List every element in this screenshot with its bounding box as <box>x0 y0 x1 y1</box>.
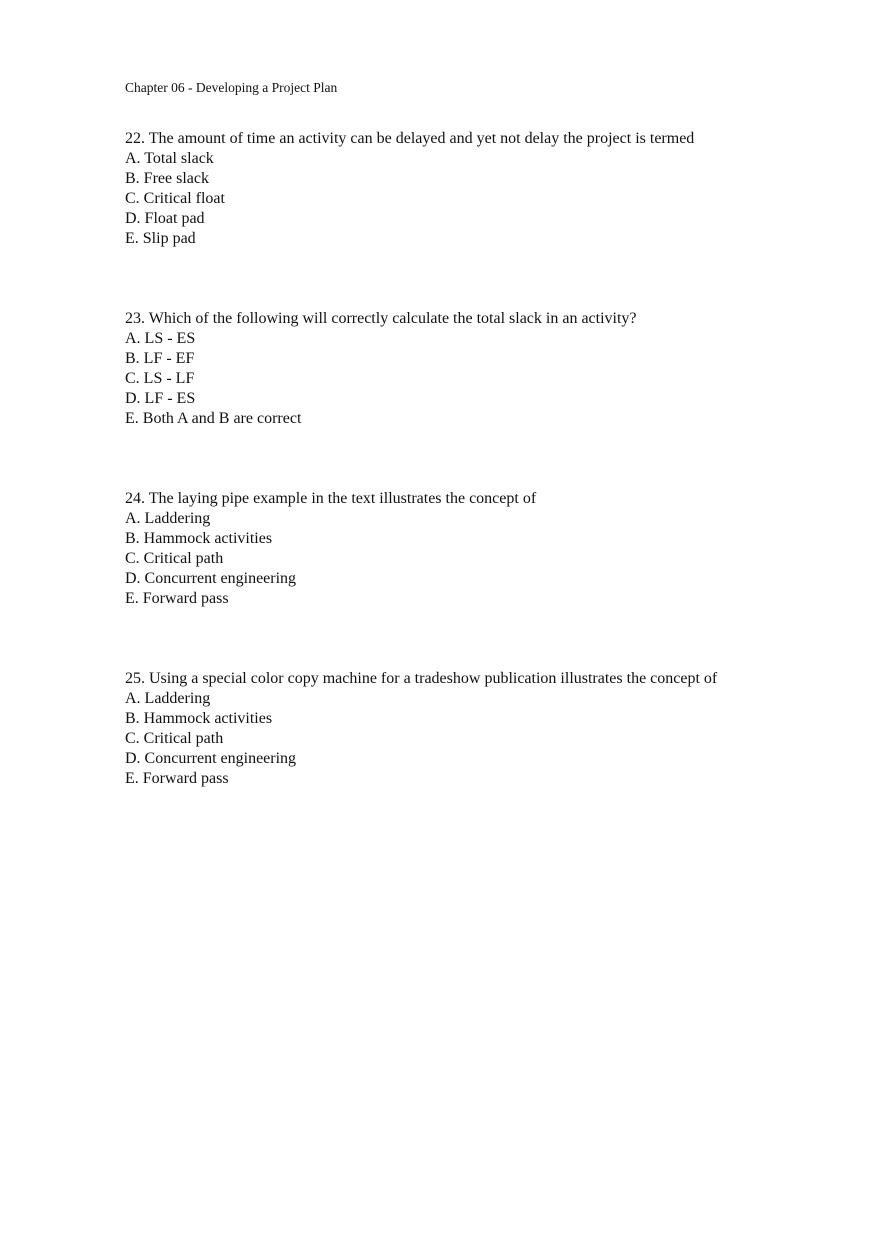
question-22 <box>125 129 694 249</box>
question-24 <box>125 489 536 609</box>
answer-option: C. Critical path <box>125 550 224 567</box>
answer-option: A. LS - ES <box>125 330 196 347</box>
answer-option: D. Concurrent engineering <box>125 570 297 587</box>
answer-option: C. Critical path <box>125 730 224 747</box>
answer-option: A. Laddering <box>125 690 211 707</box>
answer-option: D. Concurrent engineering <box>125 750 297 767</box>
question-text: 22. The amount of time an activity can be delayed and yet not delay the project is termed <box>125 130 695 147</box>
answer-option: B. Hammock activities <box>125 710 273 727</box>
answer-option: E. Both A and B are correct <box>125 410 302 427</box>
answer-option: D. LF - ES <box>125 390 196 407</box>
answer-option: E. Slip pad <box>125 230 196 247</box>
answer-option: B. Free slack <box>125 170 209 187</box>
answer-option: E. Forward pass <box>125 770 229 787</box>
answer-option: A. Laddering <box>125 510 211 527</box>
answer-option: E. Forward pass <box>125 590 229 607</box>
question-23 <box>125 309 637 429</box>
question-text: 25. Using a special color copy machine for a tradeshow publication illustrates the concept of <box>125 670 718 687</box>
question-text: 24. The laying pipe example in the text illustrates the concept of <box>125 490 537 507</box>
answer-option: A. Total slack <box>125 150 214 167</box>
question-text: 23. Which of the following will correctly calculate the total slack in an activity? <box>125 310 637 327</box>
chapter-header: Chapter 06 - Developing a Project Plan <box>125 80 338 95</box>
question-25 <box>125 669 717 789</box>
answer-option: B. LF - EF <box>125 350 195 367</box>
answer-option: C. Critical float <box>125 190 225 207</box>
answer-option: C. LS - LF <box>125 370 195 387</box>
answer-option: B. Hammock activities <box>125 530 273 547</box>
answer-option: D. Float pad <box>125 210 205 227</box>
